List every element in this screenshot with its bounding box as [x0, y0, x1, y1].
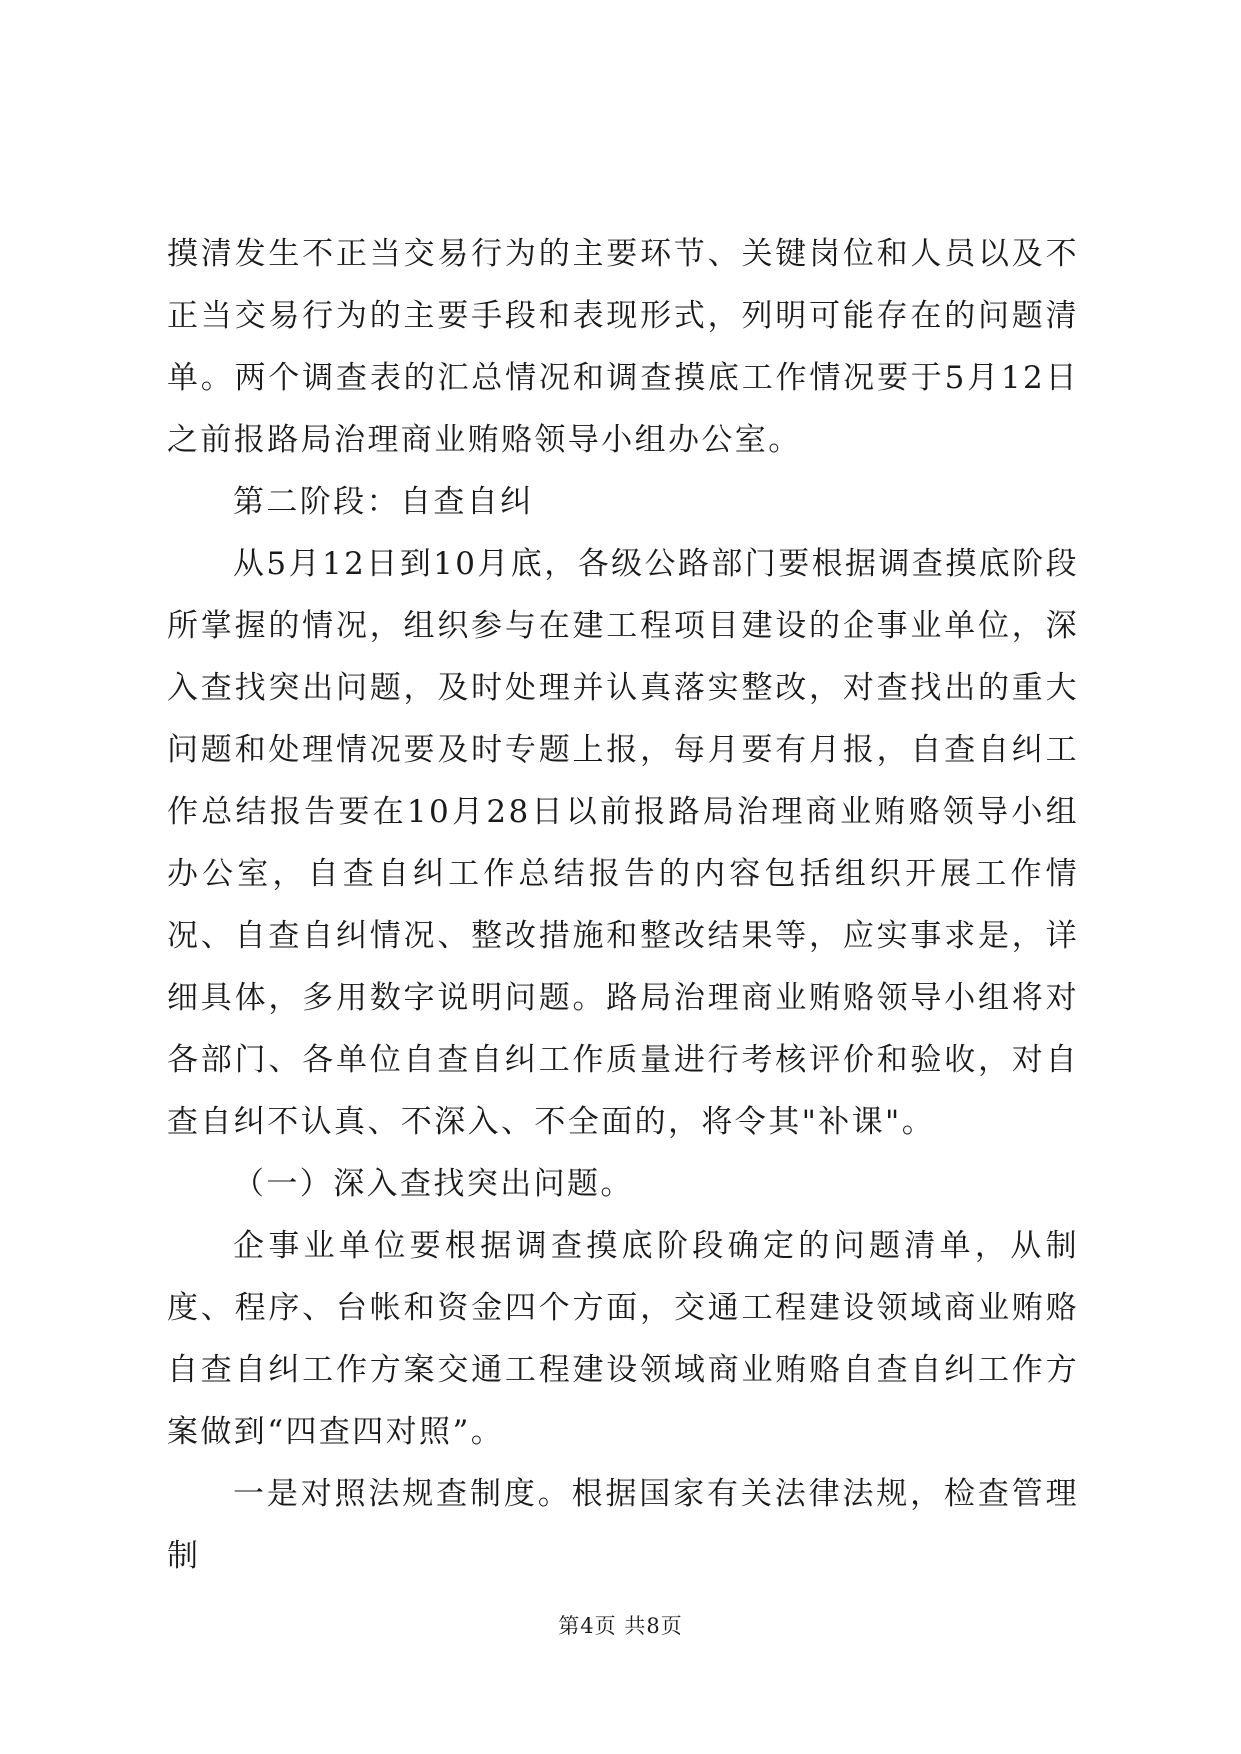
subheading-find-problems: （一）深入查找突出问题。	[233, 1166, 634, 1202]
paragraph-check-one: 一是对照法规查制度。根据国家有关法律法规，检查管理制	[167, 1476, 1079, 1574]
section-heading-stage-two: 第二阶段：自查自纠	[233, 484, 534, 520]
paragraph-stage-two-description: 从5月12日到10月底，各级公路部门要根据调查摸底阶段所掌握的情况，组织参与在建工程项目建设的企事业单位，深入查找突出问题，及时处理并认真落实整改，对查找出的重大问题和处理情况要及时专题上报，每月要有月报，自查自纠工作总结报告要在10月28日以前报路局治理商业贿赂领导小组办公室，自查自纠工作总结报告的内容包括组织开展工作情况、自查自纠情况、整改措施和整改结果等，应实事求是，详细具体，多用数字说明问题。路局治理商业贿赂领导小组将对各部门、各单位自查自纠工作质量进行考核评价和验收，对自查自纠不认真、不深入、不全面的，将令其"补课"。	[167, 546, 1079, 1140]
page-footer: 第4页 共8页	[558, 1614, 683, 1638]
document-body	[167, 223, 1079, 1587]
paragraph-four-checks: 企事业单位要根据调查摸底阶段确定的问题清单，从制度、程序、台帐和资金四个方面，交通工程建设领域商业贿赂自查自纠工作方案交通工程建设领域商业贿赂自查自纠工作方案做到“四查四对照”。	[167, 1228, 1079, 1450]
paragraph-continuation: 摸清发生不正当交易行为的主要环节、关键岗位和人员以及不正当交易行为的主要手段和表现形式，列明可能存在的问题清单。两个调查表的汇总情况和调查摸底工作情况要于5月12日之前报路局治理商业贿赂领导小组办公室。	[167, 236, 1079, 458]
